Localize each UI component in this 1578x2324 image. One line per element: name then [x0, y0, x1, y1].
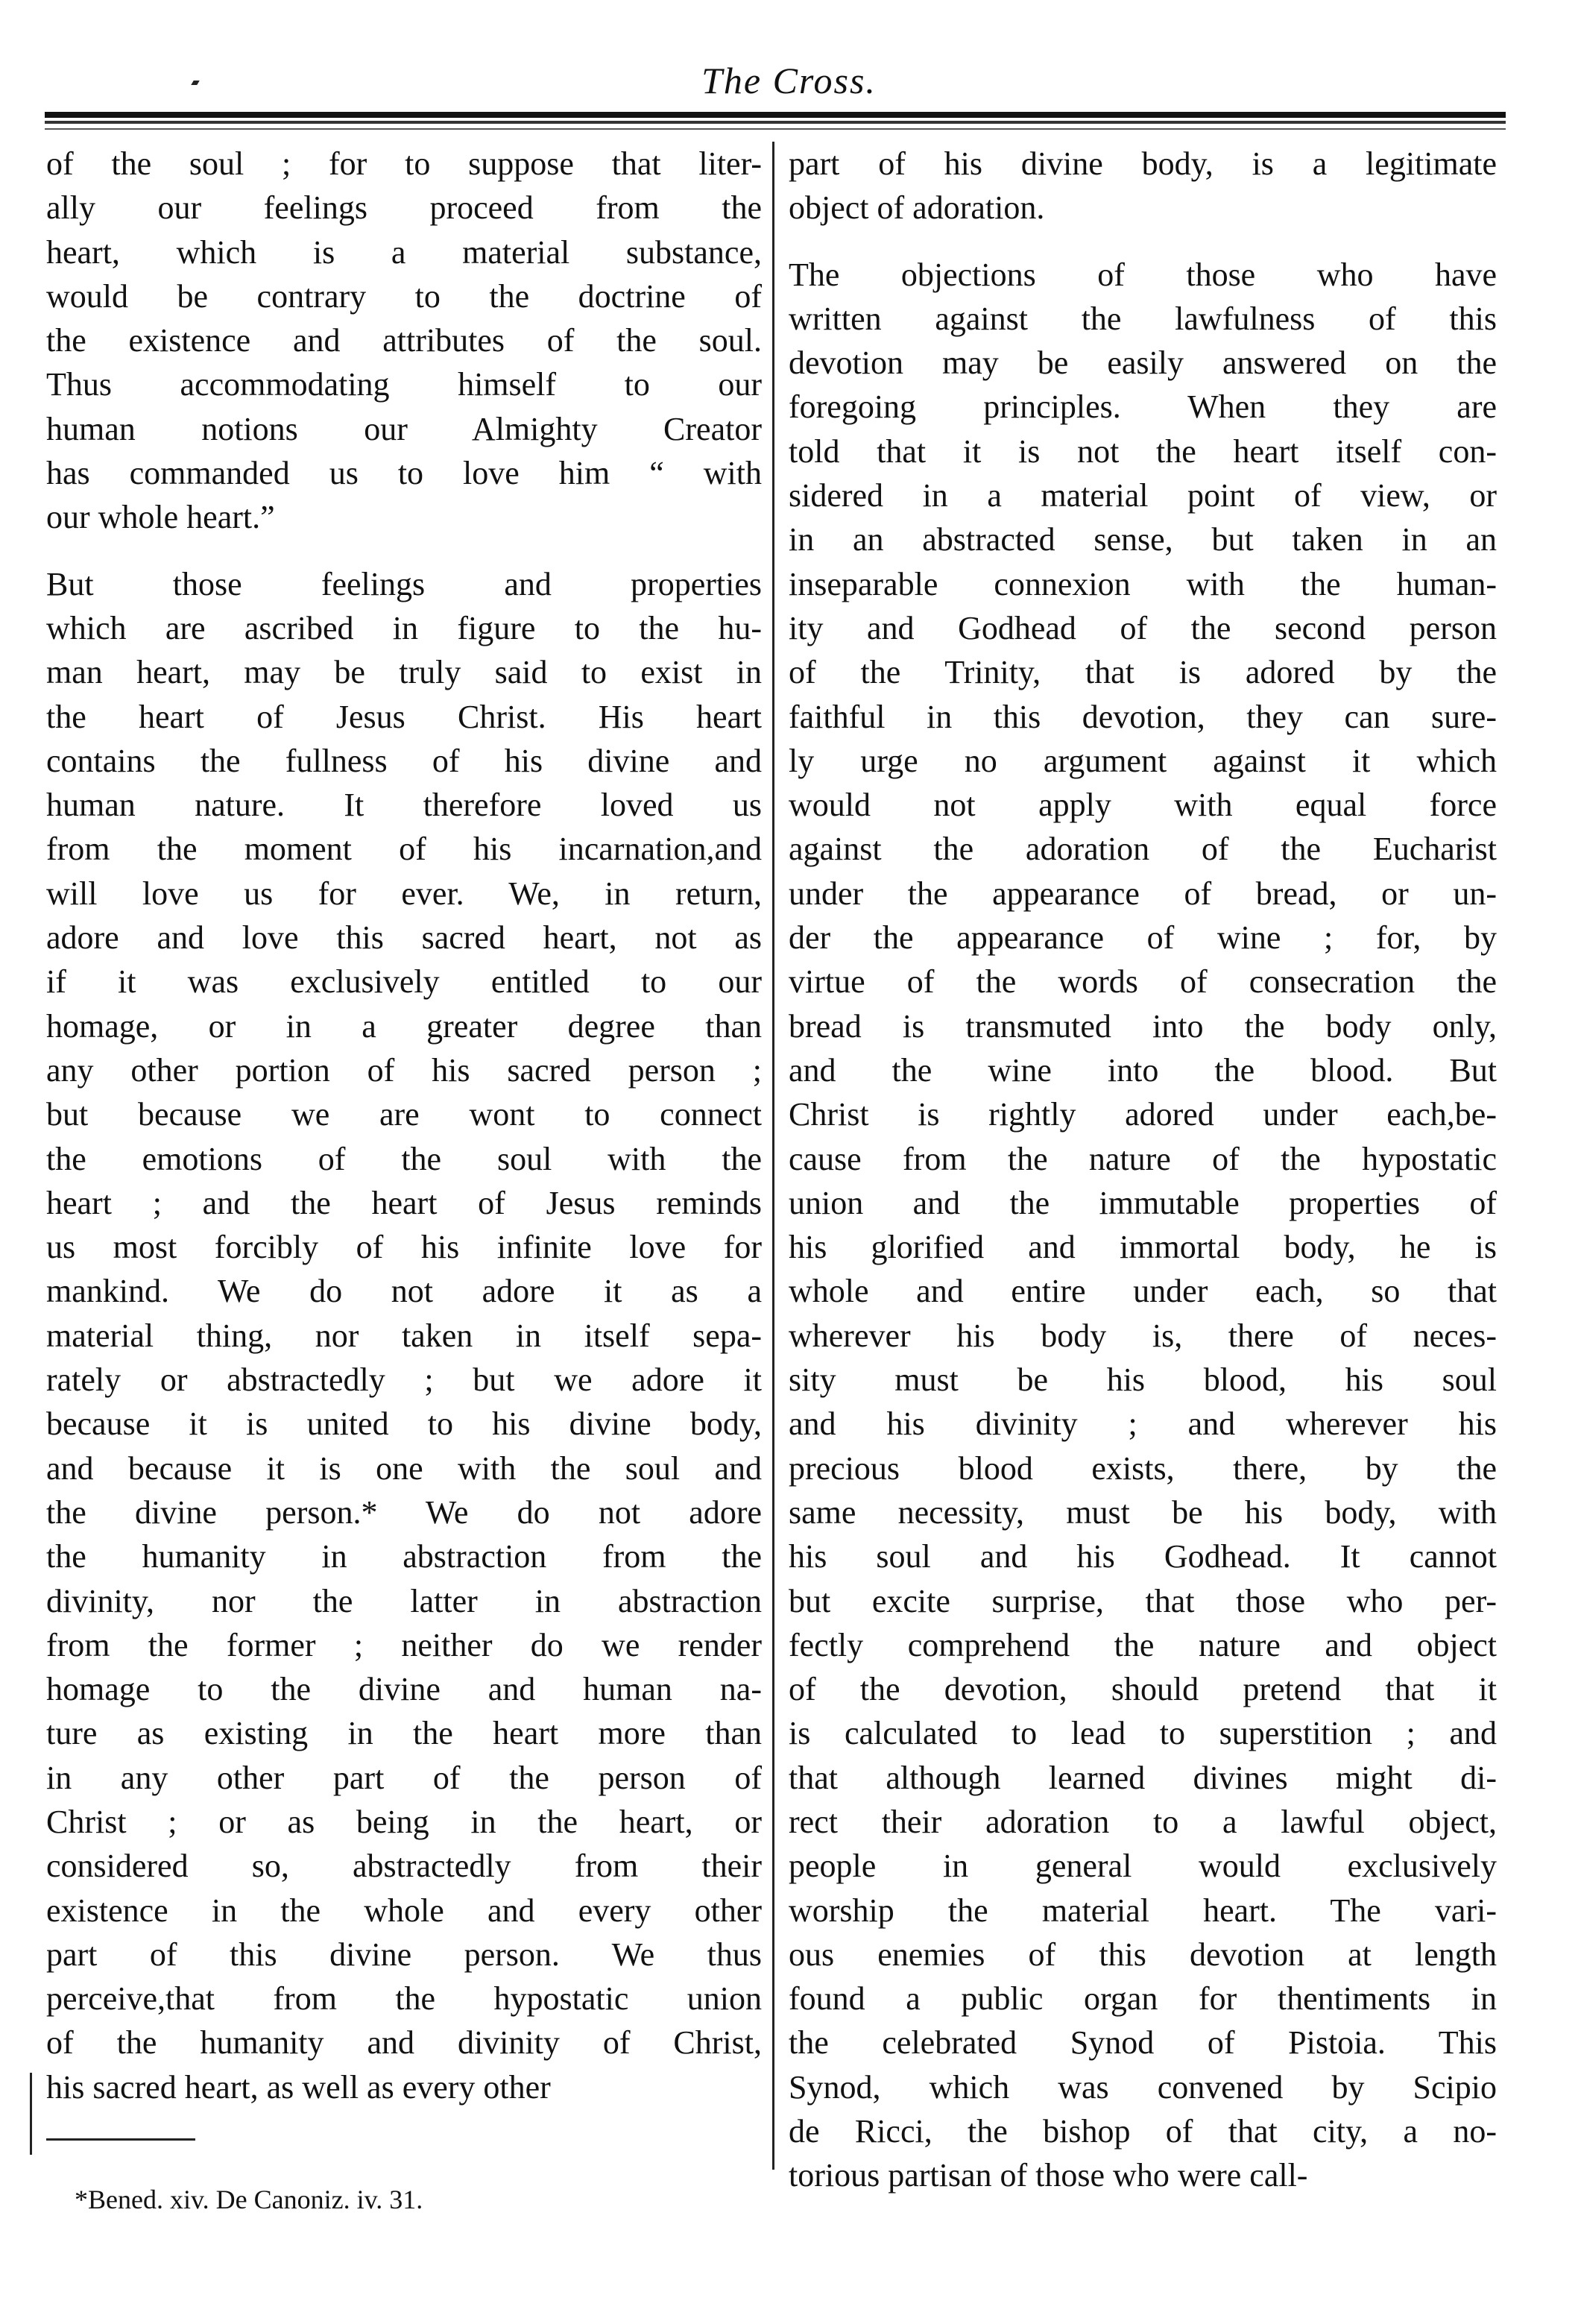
text-line: Christ is rightly adored under each,be-	[789, 1096, 1497, 1133]
text-line: existence in the whole and every other	[46, 1892, 762, 1929]
text-line: but because we are wont to connect	[46, 1096, 762, 1133]
text-line: faithful in this devotion, they can sure-	[789, 698, 1497, 735]
text-line: of the humanity and divinity of Christ,	[46, 2024, 762, 2062]
text-line: mankind. We do not adore it as a	[46, 1273, 762, 1310]
header-rule-secondary	[45, 121, 1506, 124]
paragraph-gap	[46, 540, 762, 562]
text-line: sidered in a material point of view, or	[789, 477, 1497, 514]
text-line: sity must be his blood, his soul	[789, 1361, 1497, 1399]
text-line: would be contrary to the doctrine of	[46, 277, 762, 315]
text-line: precious blood exists, there, by the	[789, 1449, 1497, 1487]
text-line: is calculated to lead to superstition ; and	[789, 1715, 1497, 1752]
text-line: devotion may be easily answered on the	[789, 344, 1497, 382]
text-line: human notions our Almighty Creator	[46, 410, 762, 447]
text-line: man heart, may be truly said to exist in	[46, 654, 762, 691]
text-line: in an abstracted sense, but taken in an	[789, 521, 1497, 558]
text-line: ally our feelings proceed from the	[46, 189, 762, 227]
text-line: found a public organ for thentiments in	[789, 1980, 1497, 2018]
text-line: bread is transmuted into the body only,	[789, 1007, 1497, 1045]
footnote-rule	[46, 2138, 195, 2141]
text-line: human nature. It therefore loved us	[46, 787, 762, 824]
text-line: of the Trinity, that is adored by the	[789, 654, 1497, 691]
text-line: any other portion of his sacred person ;	[46, 1051, 762, 1089]
text-line: But those feelings and properties	[46, 565, 762, 602]
text-line: his soul and his Godhead. It cannot	[789, 1538, 1497, 1575]
paragraph	[789, 253, 1497, 2198]
text-line: the humanity in abstraction from the	[46, 1538, 762, 1575]
header-rule-tertiary	[45, 128, 1506, 130]
text-line: in any other part of the person of	[46, 1759, 762, 1796]
text-line: the existence and attributes of the soul.	[46, 322, 762, 359]
text-line: from the moment of his incarnation,and	[46, 831, 762, 868]
text-line: told that it is not the heart itself con-	[789, 432, 1497, 470]
text-line: contains the fullness of his divine and	[46, 742, 762, 779]
text-line: ly urge no argument against it which	[789, 742, 1497, 779]
text-line: union and the immutable properties of	[789, 1184, 1497, 1221]
text-line: people in general would exclusively	[789, 1848, 1497, 1885]
text-line: Synod, which was convened by Scipio	[789, 2068, 1497, 2106]
text-line: will love us for ever. We, in return,	[46, 875, 762, 912]
text-line: foregoing principles. When they are	[789, 388, 1497, 426]
text-line: his glorified and immortal body, he is	[789, 1229, 1497, 1266]
text-line: inseparable connexion with the human-	[789, 565, 1497, 602]
text-line: The objections of those who have	[789, 256, 1497, 293]
text-line: under the appearance of bread, or un-	[789, 875, 1497, 912]
text-line: because it is united to his divine body,	[46, 1405, 762, 1443]
text-line: torious partisan of those who were call-	[789, 2157, 1308, 2194]
paragraph-gap	[789, 230, 1497, 253]
text-line: divinity, nor the latter in abstraction	[46, 1582, 762, 1619]
text-line: but excite surprise, that those who per-	[789, 1582, 1497, 1619]
text-line: der the appearance of wine ; for, by	[789, 919, 1497, 957]
text-line: us most forcibly of his infinite love for	[46, 1229, 762, 1266]
text-line: part of this divine person. We thus	[46, 1936, 762, 1973]
footnote: *Bened. xiv. De Canoniz. iv. 31.	[75, 2185, 423, 2214]
text-line: considered so, abstractedly from their	[46, 1848, 762, 1885]
page-header: The Cross.	[701, 60, 877, 101]
text-line: object of adoration.	[789, 189, 1045, 227]
text-line: our whole heart.”	[46, 499, 275, 536]
text-line: Christ ; or as being in the heart, or	[46, 1803, 762, 1840]
text-line: rect their adoration to a lawful object,	[789, 1803, 1497, 1840]
right-column	[789, 142, 1497, 2198]
text-line: part of his divine body, is a legitimate	[789, 145, 1497, 182]
text-line: against the adoration of the Eucharist	[789, 831, 1497, 868]
text-line: ous enemies of this devotion at length	[789, 1936, 1497, 1973]
paragraph	[46, 142, 762, 540]
text-line: ity and Godhead of the second person	[789, 609, 1497, 646]
text-line: fectly comprehend the nature and object	[789, 1626, 1497, 1663]
footnote-margin-bar	[30, 2073, 32, 2155]
text-line: worship the material heart. The vari-	[789, 1892, 1497, 1929]
text-line: rately or abstractedly ; but we adore it	[46, 1361, 762, 1399]
text-line: that although learned divines might di-	[789, 1759, 1497, 1796]
text-line: from the former ; neither do we render	[46, 1626, 762, 1663]
text-line: material thing, nor taken in itself sepa-	[46, 1317, 762, 1354]
text-line: adore and love this sacred heart, not as	[46, 919, 762, 957]
text-line: of the devotion, should pretend that it	[789, 1671, 1497, 1708]
text-line: and his divinity ; and wherever his	[789, 1405, 1497, 1443]
text-line: homage, or in a greater degree than	[46, 1007, 762, 1045]
text-line: which are ascribed in figure to the hu-	[46, 609, 762, 646]
text-line: has commanded us to love him “ with	[46, 455, 762, 492]
text-line: of the soul ; for to suppose that liter-	[46, 145, 762, 182]
text-line: if it was exclusively entitled to our	[46, 963, 762, 1001]
text-line: and because it is one with the soul and	[46, 1449, 762, 1487]
text-line: the divine person.* We do not adore	[46, 1493, 762, 1531]
text-line: cause from the nature of the hypostatic	[789, 1140, 1497, 1177]
text-line: wherever his body is, there of neces-	[789, 1317, 1497, 1354]
text-line: de Ricci, the bishop of that city, a no-	[789, 2113, 1497, 2150]
header-rule	[45, 112, 1506, 118]
text-line: perceive,that from the hypostatic union	[46, 1980, 762, 2018]
text-line: Thus accommodating himself to our	[46, 366, 762, 403]
text-line: heart, which is a material substance,	[46, 233, 762, 271]
text-line: whole and entire under each, so that	[789, 1273, 1497, 1310]
text-line: and the wine into the blood. But	[789, 1051, 1497, 1089]
left-column	[46, 142, 762, 2109]
text-line: written against the lawfulness of this	[789, 300, 1497, 337]
paragraph	[789, 142, 1497, 230]
text-line: his sacred heart, as well as every other	[46, 2068, 551, 2106]
text-line: homage to the divine and human na-	[46, 1671, 762, 1708]
text-line: the celebrated Synod of Pistoia. This	[789, 2024, 1497, 2062]
text-line: ture as existing in the heart more than	[46, 1715, 762, 1752]
paragraph	[46, 562, 762, 2109]
text-line: same necessity, must be his body, with	[789, 1493, 1497, 1531]
text-line: would not apply with equal force	[789, 787, 1497, 824]
column-divider	[772, 142, 774, 2170]
text-line: the heart of Jesus Christ. His heart	[46, 698, 762, 735]
text-line: heart ; and the heart of Jesus reminds	[46, 1184, 762, 1221]
text-line: the emotions of the soul with the	[46, 1140, 762, 1177]
text-line: virtue of the words of consecration the	[789, 963, 1497, 1001]
